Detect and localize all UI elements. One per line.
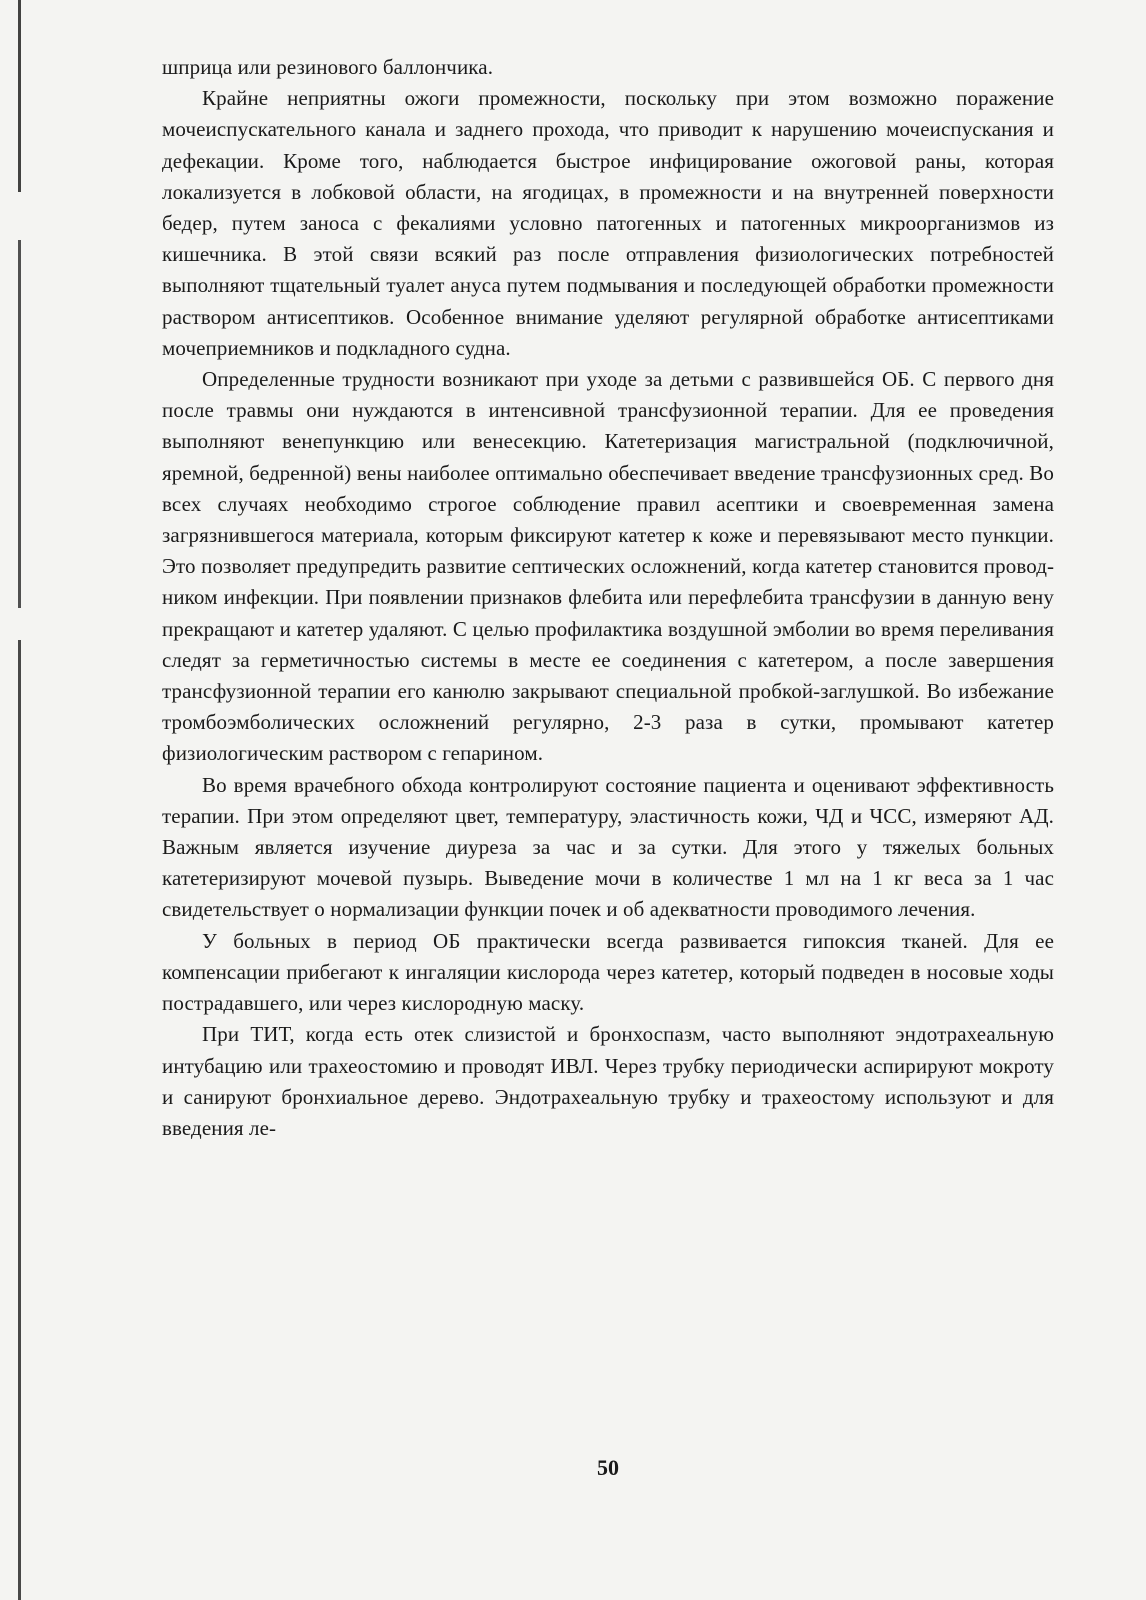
paragraph-inhalation-trauma: При ТИТ, когда есть отек слизистой и бронхоспазм, часто выполняют эндотрахеальную интубацию или трахеостомию и проводят ИВЛ. Через трубку периодически аспирируют мокроту и санируют бронхиальное дерево. Эндотрахеальную трубку и трахеостому используют и для введения ле- — [162, 1022, 1054, 1140]
paragraph-continuation: шприца или резинового баллончика. — [162, 55, 494, 79]
body-text — [162, 52, 1054, 1144]
paragraph-hypoxia: У больных в период ОБ практически всегда развивается гипоксия тканей. Для ее компенсации прибегают к ингаляции кислорода через катетер, который подведен в носовые ходы пострадавшего, или через кислородную маску. — [162, 928, 1054, 1016]
scan-edge-artifact — [18, 0, 21, 1600]
paragraph-transfusion-therapy: Определенные трудности возникают при уходе за детьми с развившейся ОБ. С первого дня после травмы они нуждаются в интенсивной трансфузионной терапии. Для ее проведения выполняют венепункцию или венесекцию. Катетеризация магистральной (подключичной, яремной, бедренной) вены наиболее оптимально обеспечивает введение трансфузионных сред. Во всех случаях необходимо строгое соблюдение правил асептики и своевременная замена загрязнившегося материала, которым фиксируют катетер к коже и перевязывают место пункции. Это позволяет предупредить развитие септических осложнений, когда катетер становится проводником инфекции. При появлении признаков флебита или перефлебита трансфузии в данную вену прекращают и катетер удаляют. С целью профилактика воздушной эмболии во время переливания следят за герметичностью системы в месте ее соединения с катетером, а после завершения трансфузионной терапии его канюлю закрывают специальной пробкой-заглушкой. Во избежание тромбоэмболических осложнений регулярно, 2-3 раза в сутки, промывают катетер физиологическим раствором с гепарином. — [162, 367, 1054, 766]
paragraph-perineum-burns: Крайне неприятны ожоги промежности, поскольку при этом возможно поражение мочеиспускательного канала и заднего прохода, что приводит к нарушению мочеиспускания и дефекации. Кроме того, наблюдается быстрое инфицирование ожоговой раны, которая локализуется в лобковой области, на ягодицах, в промежности и на внутренней поверхности бедер, путем заноса с фекалиями условно патогенных и патогенных микроорганизмов из кишечника. В этой связи всякий раз после отправления физиологических потребностей выполняют тщательный туалет ануса путем подмывания и последующей обработки промежности раствором антисептиков. Особенное внимание уделяют регулярной обработке антисептиками мочеприемников и подкладного судна. — [162, 86, 1054, 360]
document-page — [162, 52, 1054, 1480]
paragraph-doctor-round: Во время врачебного обхода контролируют состояние пациента и оценивают эффективность терапии. При этом определяют цвет, температуру, эластичность кожи, ЧД и ЧСС, измеряют АД. Важным является изучение диуреза за час и за сутки. Для этого у тяжелых больных катетеризируют мочевой пузырь. Выведение мочи в количестве 1 мл на 1 кг веса за 1 час свидетельствует о нормализации функции почек и об адекватности проводимого лечения. — [162, 772, 1054, 922]
page-number: 50 — [597, 1455, 619, 1480]
